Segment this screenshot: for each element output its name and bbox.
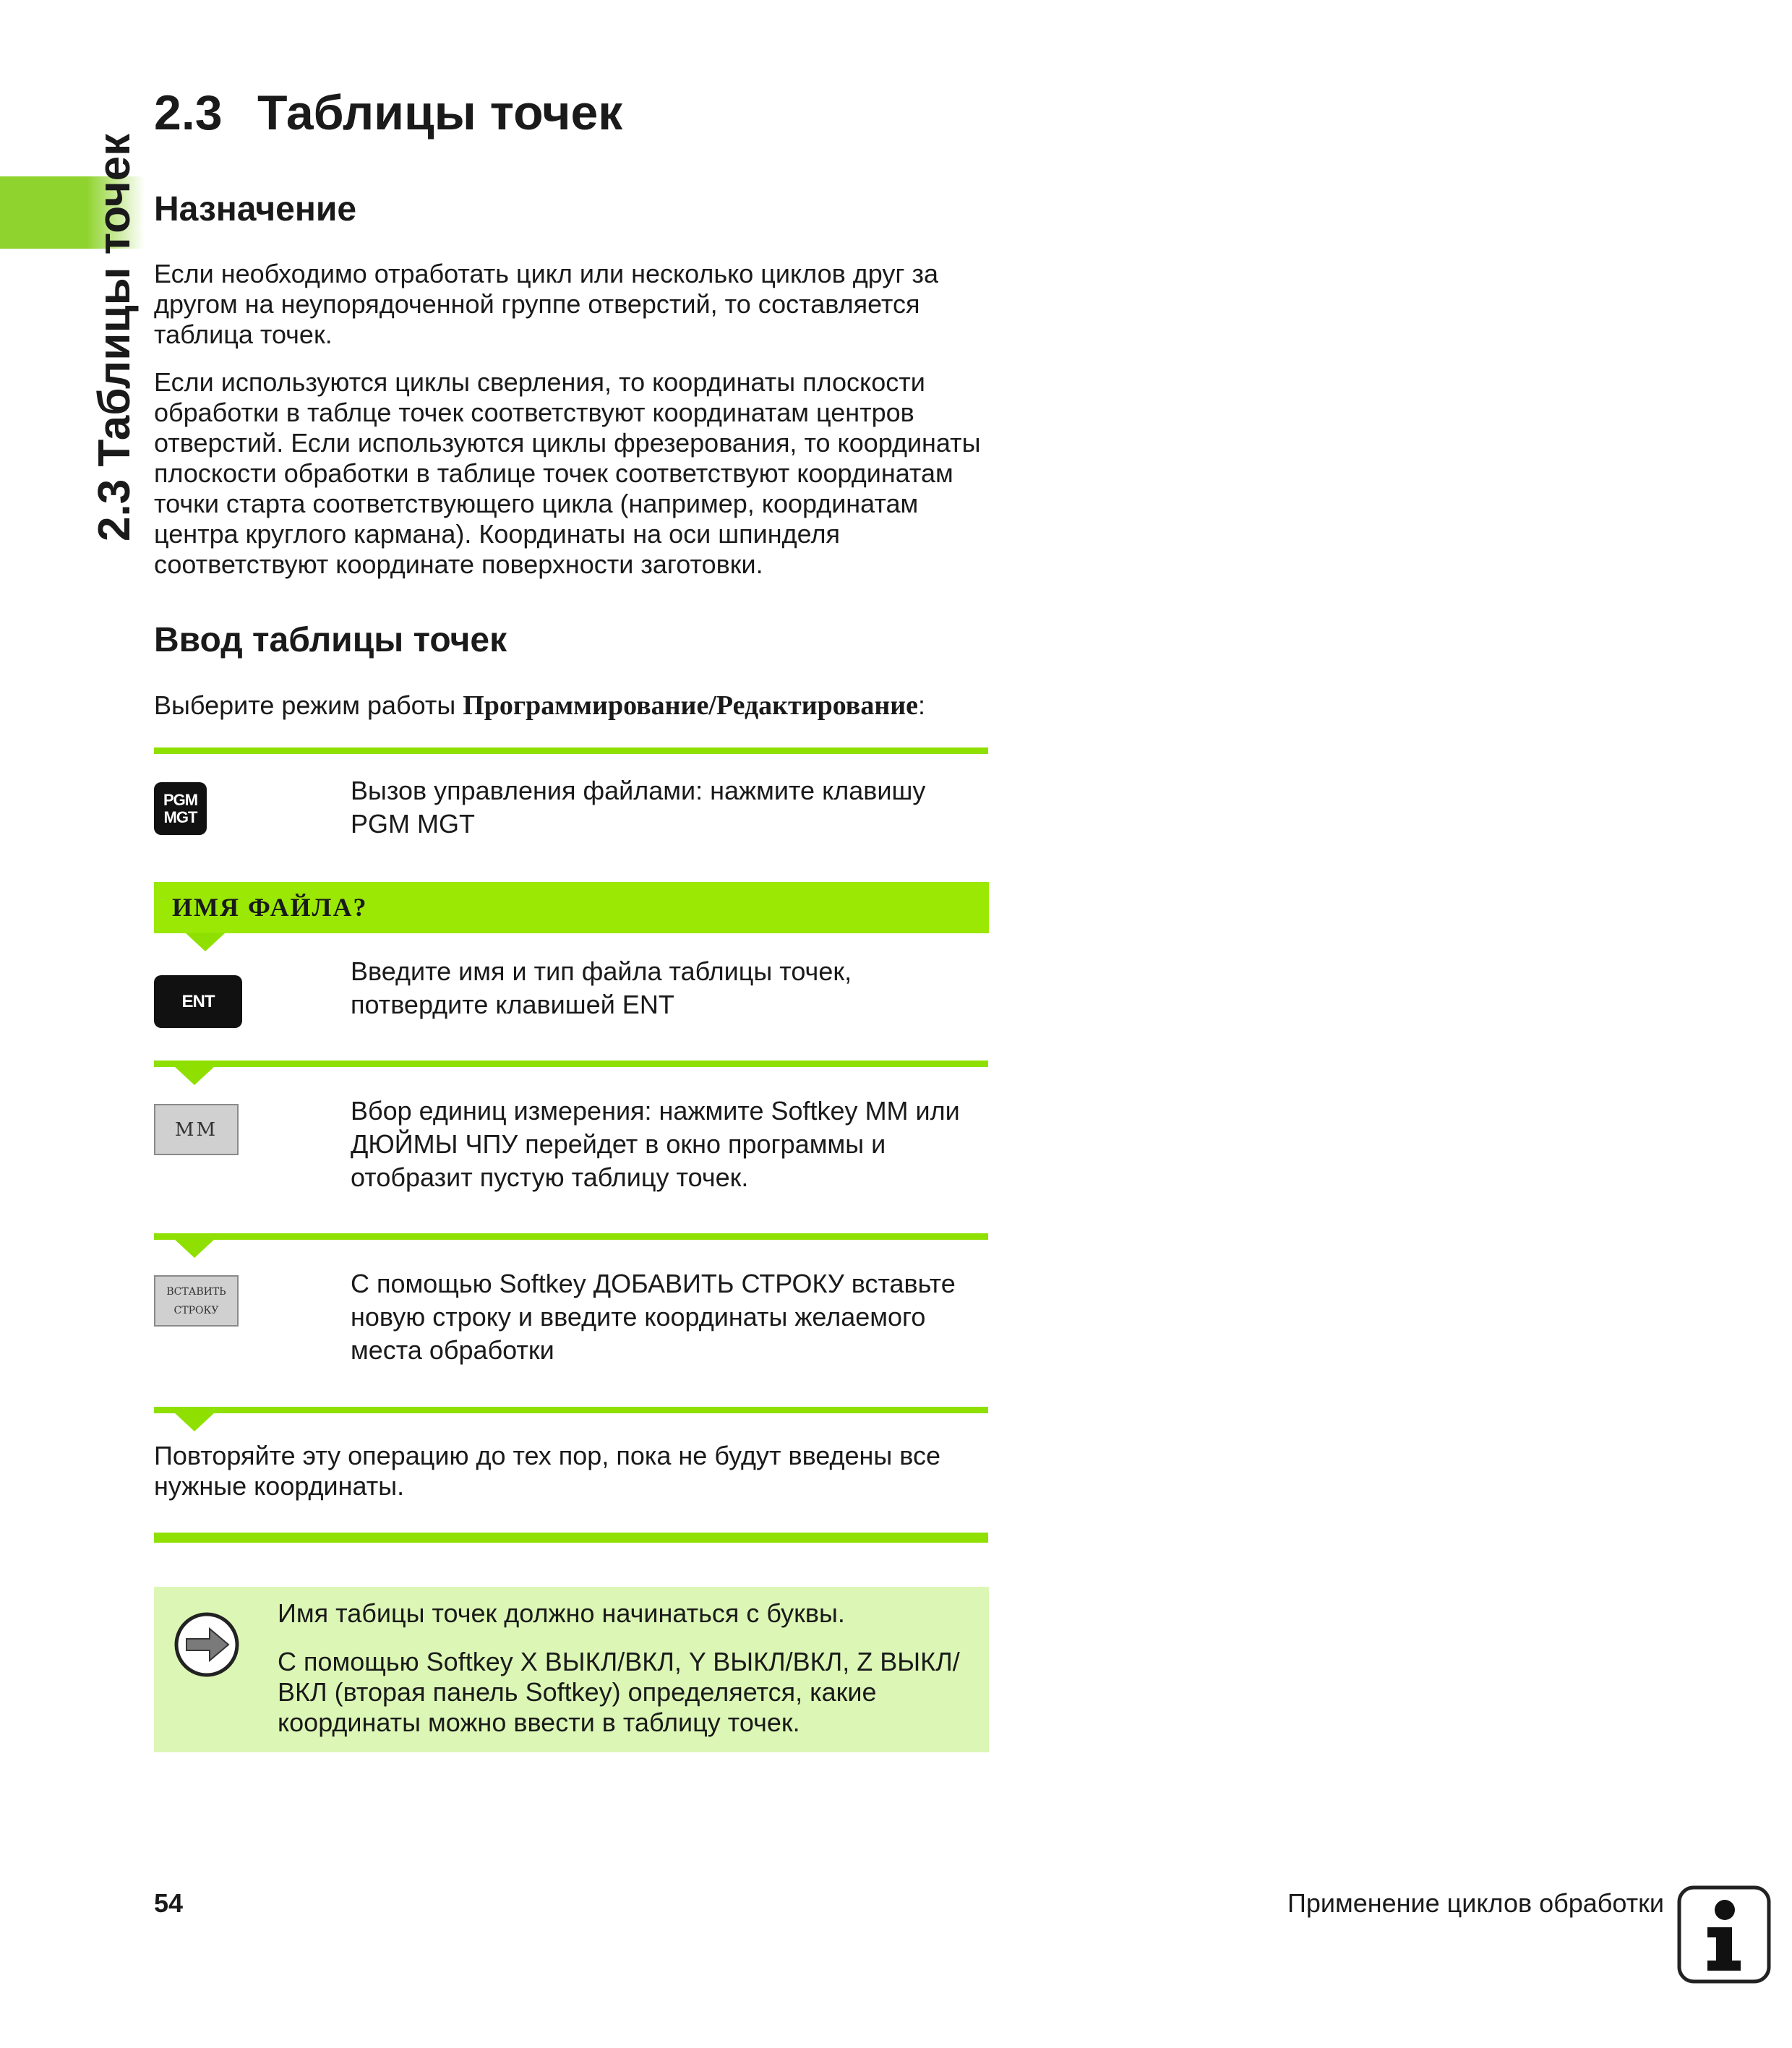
note-line-1: Имя табицы точек должно начинаться с буквы. — [278, 1598, 845, 1628]
step-2-text: Введите имя и тип файла таблицы точек, потвердите клавишей ENT — [351, 956, 852, 1019]
step-1-text: Вызов управления файлами: нажмите клавишу PGM MGT — [351, 776, 926, 839]
step-pointer — [174, 1413, 215, 1431]
section-heading — [154, 85, 623, 140]
section-number: 2.3 — [154, 85, 223, 140]
pgm-key-label: PGM — [163, 791, 198, 810]
step-divider — [154, 1061, 988, 1067]
pgm-mgt-key-icon[interactable] — [154, 782, 207, 835]
input-intro-suffix: : — [918, 690, 926, 720]
step-pointer — [185, 933, 226, 951]
arrow-right-circle-icon — [173, 1611, 240, 1678]
input-intro — [154, 690, 1094, 721]
ent-key-label: ENT — [181, 991, 215, 1011]
input-intro-mode: Программирование/Редактирование — [463, 690, 918, 721]
section-title: Таблицы точек — [257, 85, 623, 140]
input-intro-prefix: Выберите режим работы — [154, 690, 463, 720]
mgt-key-label: MGT — [163, 807, 197, 826]
side-tab-title: 2.3 Таблицы точек — [90, 133, 140, 541]
note-line-2: С помощью Softkey X ВЫКЛ/ВКЛ, Y ВЫКЛ/ВКЛ, Z ВЫКЛ/ВКЛ (вторая панель Softkey) определяется, какие координаты можно ввести в таблицу точек. — [278, 1647, 960, 1737]
insert-row-softkey-label-1: ВСТАВИТЬ — [166, 1285, 226, 1298]
step-divider — [154, 1407, 988, 1413]
page-number: 54 — [154, 1888, 184, 1918]
mm-softkey[interactable] — [154, 1104, 239, 1155]
mm-softkey-label: MM — [174, 1118, 218, 1141]
step-pointer — [174, 1066, 215, 1085]
purpose-heading: Назначение — [154, 190, 357, 228]
repeat-text: Повторяйте эту операцию до тех пор, пока не будут введены все нужные координаты. — [154, 1441, 941, 1501]
step-4-text: С помощью Softkey ДОБАВИТЬ СТРОКУ вставьте новую строку и введите координаты желаемого места обработки — [351, 1269, 956, 1365]
step-divider — [154, 747, 988, 754]
step-pointer — [174, 1239, 215, 1258]
purpose-paragraph-1: Если необходимо отработать цикл или несколько циклов друг за другом на неупорядоченной группе отверстий, то составляется таблица точек. — [154, 259, 939, 349]
step-3-text: Вбор единиц измерения: нажмите Softkey MM или ДЮЙМЫ ЧПУ перейдет в окно программы и отобразит пустую таблицу точек. — [351, 1096, 960, 1192]
info-icon — [1677, 1885, 1771, 1984]
insert-row-softkey[interactable] — [154, 1275, 239, 1327]
ent-key-icon[interactable] — [154, 975, 242, 1028]
purpose-paragraph-2: Если используются циклы сверления, то координаты плоскости обработки в таблце точек соответствуют координатам центров отверстий. Если используются циклы фрезерования, то координаты плоскости обработки в таблице точек соответствуют координатам точки старта соответствующего цикла (например, координатам центра круглого кармана). Координаты на оси шпинделя соответствуют координате поверхности заготовки. — [154, 367, 981, 579]
input-heading: Ввод таблицы точек — [154, 621, 507, 659]
prompt-text: ИМЯ ФАЙЛА? — [172, 893, 368, 922]
footer-chapter-title: Применение циклов обработки — [1287, 1888, 1664, 1918]
section-end-divider — [154, 1533, 988, 1543]
insert-row-softkey-label-2: СТРОКУ — [173, 1304, 219, 1316]
step-divider — [154, 1233, 988, 1240]
